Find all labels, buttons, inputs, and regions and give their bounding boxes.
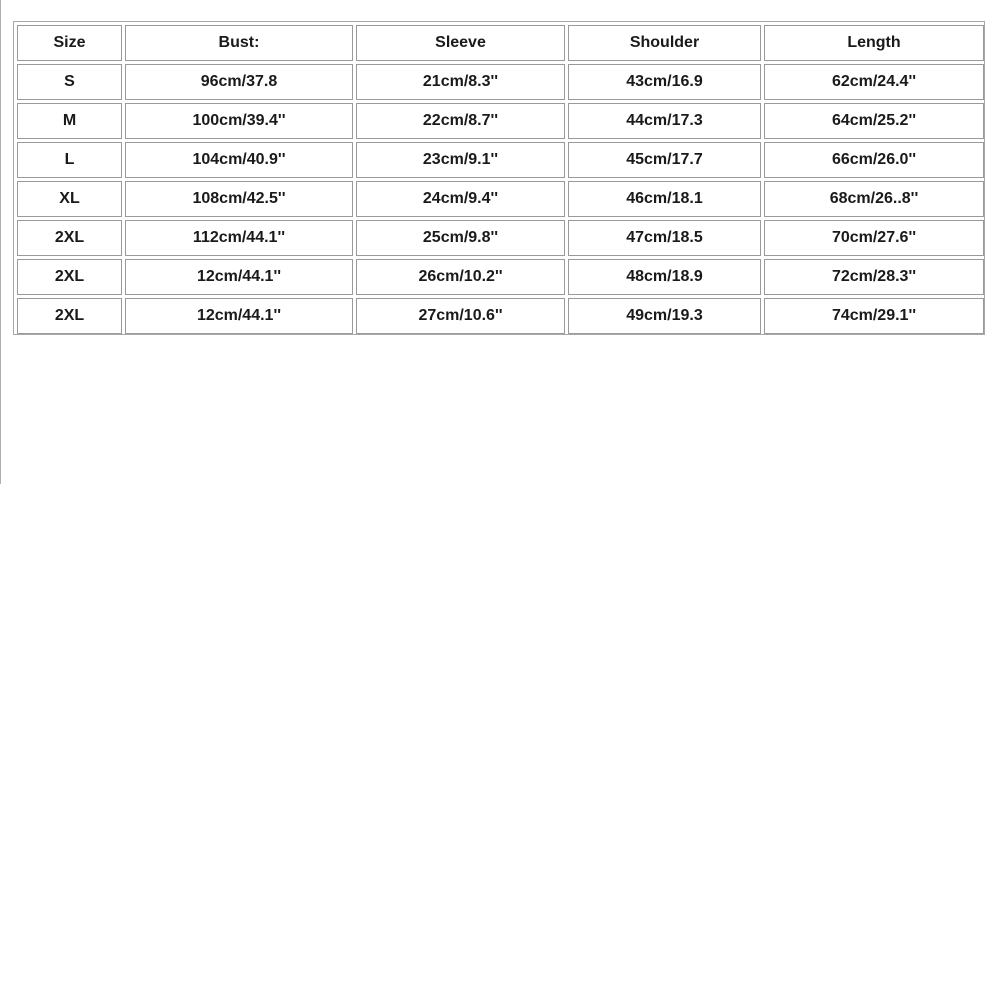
cell-sleeve: 23cm/9.1'': [356, 142, 565, 178]
header-length: Length: [764, 25, 984, 61]
cell-length: 68cm/26..8'': [764, 181, 984, 217]
table-row: [17, 220, 984, 256]
cell-size: 2XL: [17, 220, 122, 256]
cell-shoulder: 49cm/19.3: [568, 298, 761, 334]
header-size: Size: [17, 25, 122, 61]
cell-shoulder: 45cm/17.7: [568, 142, 761, 178]
table-row: [17, 181, 984, 217]
cell-bust: 104cm/40.9'': [125, 142, 353, 178]
header-row: [17, 25, 984, 61]
cell-shoulder: 47cm/18.5: [568, 220, 761, 256]
cell-length: 66cm/26.0'': [764, 142, 984, 178]
size-chart-table: [14, 22, 987, 337]
cell-sleeve: 27cm/10.6'': [356, 298, 565, 334]
cell-sleeve: 22cm/8.7'': [356, 103, 565, 139]
cell-sleeve: 25cm/9.8'': [356, 220, 565, 256]
cell-size: L: [17, 142, 122, 178]
cell-sleeve: 21cm/8.3'': [356, 64, 565, 100]
cell-sleeve: 26cm/10.2'': [356, 259, 565, 295]
cell-shoulder: 46cm/18.1: [568, 181, 761, 217]
cell-bust: 112cm/44.1'': [125, 220, 353, 256]
header-sleeve: Sleeve: [356, 25, 565, 61]
table-row: [17, 64, 984, 100]
cell-bust: 108cm/42.5'': [125, 181, 353, 217]
cell-shoulder: 43cm/16.9: [568, 64, 761, 100]
table-row: [17, 298, 984, 334]
table-row: [17, 142, 984, 178]
header-bust: Bust:: [125, 25, 353, 61]
cell-bust: 100cm/39.4'': [125, 103, 353, 139]
cell-shoulder: 48cm/18.9: [568, 259, 761, 295]
cell-length: 70cm/27.6'': [764, 220, 984, 256]
cell-length: 64cm/25.2'': [764, 103, 984, 139]
cell-size: M: [17, 103, 122, 139]
cell-shoulder: 44cm/17.3: [568, 103, 761, 139]
cell-size: 2XL: [17, 298, 122, 334]
cell-bust: 96cm/37.8: [125, 64, 353, 100]
cell-size: 2XL: [17, 259, 122, 295]
table-row: [17, 259, 984, 295]
cell-length: 72cm/28.3'': [764, 259, 984, 295]
cell-size: S: [17, 64, 122, 100]
cell-bust: 12cm/44.1'': [125, 298, 353, 334]
cell-size: XL: [17, 181, 122, 217]
table-row: [17, 103, 984, 139]
cell-length: 62cm/24.4'': [764, 64, 984, 100]
left-divider: [0, 0, 1, 484]
header-shoulder: Shoulder: [568, 25, 761, 61]
cell-bust: 12cm/44.1'': [125, 259, 353, 295]
size-chart-frame: [13, 21, 985, 335]
cell-sleeve: 24cm/9.4'': [356, 181, 565, 217]
cell-length: 74cm/29.1'': [764, 298, 984, 334]
